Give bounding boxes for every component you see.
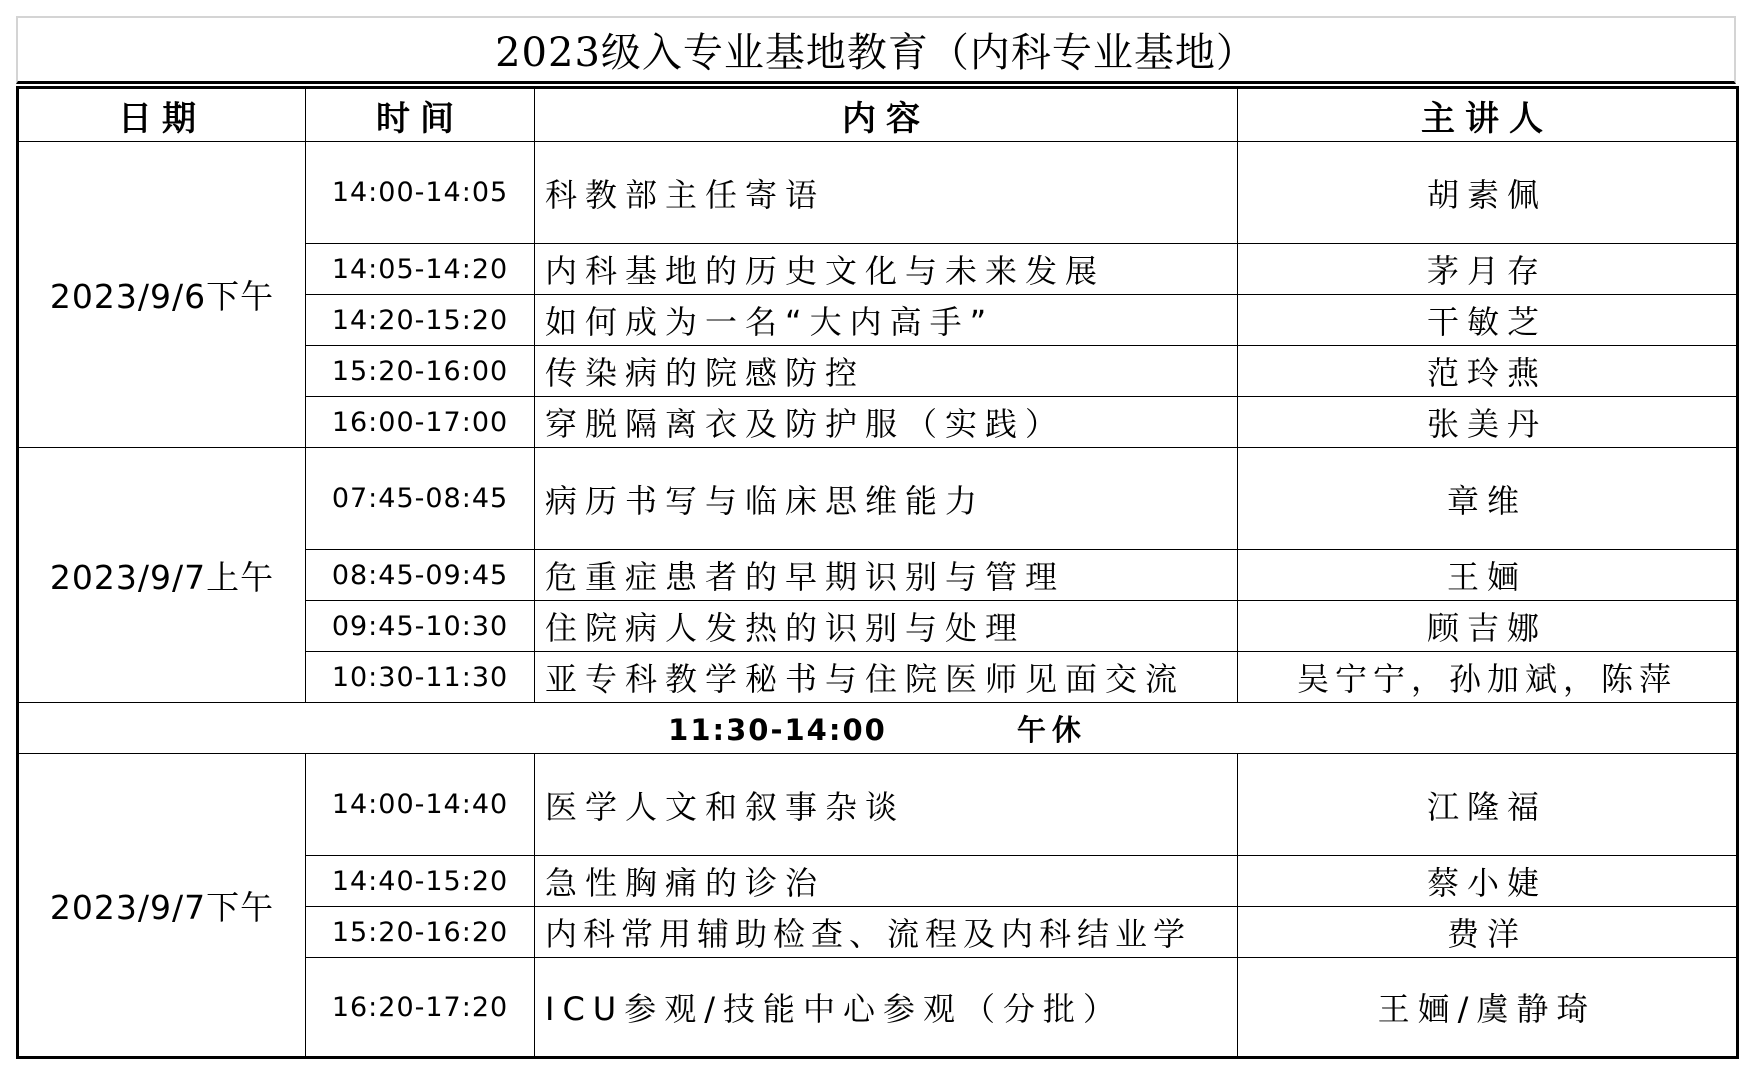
header-date: 日期 [18,88,306,142]
content-cell: 穿脱隔离衣及防护服（实践） [535,397,1238,448]
content-cell: 急性胸痛的诊治 [535,856,1238,907]
speaker-cell: 江隆福 [1238,754,1738,856]
header-time: 时间 [306,88,535,142]
speaker-cell: 范玲燕 [1238,346,1738,397]
time-cell: 08:45-09:45 [306,550,535,601]
date-cell: 2023/9/7上午 [18,448,306,703]
content-cell: 内科常用辅助检查、流程及内科结业学 [535,907,1238,958]
speaker-cell: 张美丹 [1238,397,1738,448]
time-cell: 16:00-17:00 [306,397,535,448]
lunch-break-time: 11:30-14:00 [668,712,887,747]
content-cell: 危重症患者的早期识别与管理 [535,550,1238,601]
speaker-cell: 吴宁宁，孙加斌，陈萍 [1238,652,1738,703]
date-cell: 2023/9/6下午 [18,142,306,448]
header-speaker: 主讲人 [1238,88,1738,142]
time-cell: 16:20-17:20 [306,958,535,1058]
speaker-cell: 胡素佩 [1238,142,1738,244]
content-cell: 亚专科教学秘书与住院医师见面交流 [535,652,1238,703]
header-row [18,88,1738,142]
content-cell: 住院病人发热的识别与处理 [535,601,1238,652]
time-cell: 15:20-16:00 [306,346,535,397]
time-cell: 09:45-10:30 [306,601,535,652]
sheet-title: 2023级入专业基地教育（内科专业基地） [16,16,1736,84]
lunch-break-row [18,703,1738,754]
lunch-break-cell [18,703,1738,754]
time-cell: 14:00-14:40 [306,754,535,856]
time-cell: 10:30-11:30 [306,652,535,703]
date-cell: 2023/9/7下午 [18,754,306,1058]
time-cell: 14:00-14:05 [306,142,535,244]
content-cell: 如何成为一名“大内高手” [535,295,1238,346]
header-content: 内容 [535,88,1238,142]
content-cell: 病历书写与临床思维能力 [535,448,1238,550]
time-cell: 15:20-16:20 [306,907,535,958]
speaker-cell: 王婳 [1238,550,1738,601]
speaker-cell: 茅月存 [1238,244,1738,295]
schedule-sheet [16,16,1736,1074]
time-cell: 14:40-15:20 [306,856,535,907]
lunch-break-label: 午休 [1016,712,1087,747]
content-cell: 内科基地的历史文化与未来发展 [535,244,1238,295]
time-cell: 14:20-15:20 [306,295,535,346]
content-cell: 医学人文和叙事杂谈 [535,754,1238,856]
table-row [18,754,1738,856]
speaker-cell: 蔡小婕 [1238,856,1738,907]
speaker-cell: 王婳/虞静琦 [1238,958,1738,1058]
time-cell: 14:05-14:20 [306,244,535,295]
speaker-cell: 干敏芝 [1238,295,1738,346]
content-cell: 传染病的院感防控 [535,346,1238,397]
content-cell: 科教部主任寄语 [535,142,1238,244]
table-row [18,448,1738,550]
table-row [18,142,1738,244]
speaker-cell: 章维 [1238,448,1738,550]
schedule-table [16,86,1739,1059]
speaker-cell: 顾吉娜 [1238,601,1738,652]
speaker-cell: 费洋 [1238,907,1738,958]
content-cell: ICU参观/技能中心参观（分批） [535,958,1238,1058]
time-cell: 07:45-08:45 [306,448,535,550]
